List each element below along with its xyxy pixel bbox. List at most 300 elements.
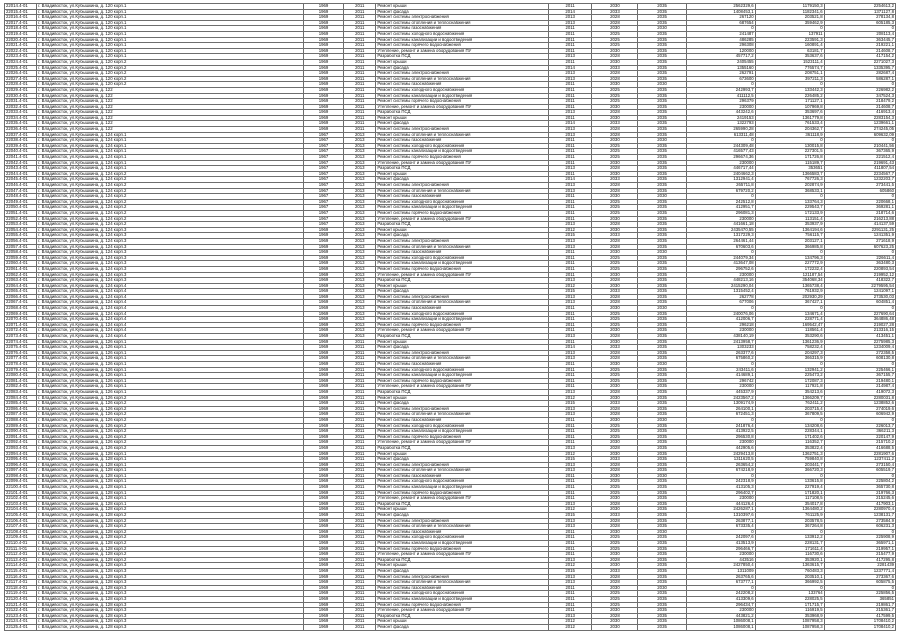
table-cell-ogrn: 2011 [344,507,376,513]
table-cell-work: Ремонт системы холодного водоснабжения [376,367,548,373]
table-cell-year_plan: 2033 [592,457,638,463]
table-cell-address: г. Владивосток, ул.Кубышкина, д. 128 корп.3 [37,563,304,569]
table-cell-address: г. Владивосток, ул.Кубышкина, д. 122 [37,99,304,105]
table-cell-cost_a: 230000 [686,272,755,278]
table-cell-cost_c: 225856,5 [824,591,895,597]
table-cell-ogrn: 2011 [344,48,376,54]
table-cell-id: 22061.4-01 [5,266,37,272]
table-cell-year_plan: 2030 [592,59,638,65]
table-cell-year_start: 2013 [548,110,592,116]
table-cell-work: Ремонт системы канализации и водоотведения [376,596,548,602]
table-cell-built: 1969 [303,490,343,496]
table-cell-id: 22038.4-01 [5,138,37,144]
table-cell-cost_b: 171611,4 [755,546,824,552]
table-cell-cost_c: 1241351,9 [824,233,895,239]
table-cell-year_plan: 2028 [592,412,638,418]
table-cell-cost_c: 0 [824,250,895,256]
table-cell-year_end: 2035 [638,490,686,496]
table-cell-address: г. Владивосток, ул.Кубышкина, д. 124 корп.3 [37,261,304,267]
table-cell-cost_c: 366211,3 [824,429,895,435]
table-cell-cost_c: 2281439 [824,563,895,569]
table-cell-address: г. Владивосток, ул.Кубышкина, д. 124 корп.1 [37,132,304,138]
table-cell-cost_a: 413513,9 [686,541,755,547]
table-cell-cost_b: 1362751,3 [755,451,824,457]
table-cell-year_end: 2035 [638,149,686,155]
table-cell-built: 1969 [303,485,343,491]
table-cell-year_end: 2035 [638,294,686,300]
table-cell-built: 1969 [303,563,343,569]
table-cell-cost_c: 274245,05 [824,127,895,133]
table-cell-year_plan: 2028 [592,20,638,26]
table-cell-ogrn: 2013 [344,149,376,155]
table-cell-cost_b: 353968,9 [755,613,824,619]
table-cell-built: 1969 [303,54,343,60]
table-cell-address: г. Владивосток, ул.Кубышкина, д. 124 корп.1 [37,143,304,149]
table-cell-address: г. Владивосток, ул.Кубышкина, д. 128 корп.2 [37,541,304,547]
table-cell-built: 1969 [303,401,343,407]
table-cell-id: 22036.4-01 [5,127,37,133]
table-cell-year_end: 2035 [638,160,686,166]
table-cell-cost_b: 203578,5 [755,518,824,524]
table-cell-year_start: 2011 [548,99,592,105]
table-cell-id: 22020.4-01 [5,37,37,43]
table-cell-year_start: 2011 [548,4,592,10]
table-cell-id: 22027.4-01 [5,76,37,82]
table-cell-year_end: 2035 [638,541,686,547]
table-cell-cost_b: 227919,4 [755,485,824,491]
table-cell-ogrn: 2011 [344,445,376,451]
table-cell-address: г. Владивосток, ул.Кубышкина, д. 124 корп.3 [37,266,304,272]
table-cell-address: г. Владивосток, ул.Кубышкина, д. 120 корп.1 [37,54,304,60]
table-cell-cost_a: 1312941,4 [686,177,755,183]
table-cell-address: г. Владивосток, ул.Кубышкина, д. 126 корп.2 [37,417,304,423]
table-cell-cost_a: 673335,4 [686,524,755,530]
table-cell-cost_c: 273150,4 [824,462,895,468]
table-cell-year_plan: 2030 [592,552,638,558]
table-cell-built: 1969 [303,99,343,105]
table-cell-year_start: 2011 [548,48,592,54]
table-cell-year_plan: 2033 [592,233,638,239]
table-cell-year_end: 2035 [638,580,686,586]
table-cell-built: 1969 [303,445,343,451]
table-cell-ogrn: 2013 [344,205,376,211]
table-cell-cost_b: 0 [755,417,824,423]
table-cell-year_end: 2035 [638,266,686,272]
table-cell-year_end: 2035 [638,389,686,395]
table-cell-year_start: 2011 [548,205,592,211]
table-cell-cost_b: 354068,34 [755,278,824,284]
table-cell-cost_c: 220893,54 [824,266,895,272]
table-cell-year_plan: 2030 [592,171,638,177]
table-cell-cost_c: 215361,7 [824,608,895,614]
table-cell-cost_b: 760483,3 [755,568,824,574]
table-cell-id: 22111.4-01 [5,546,37,552]
table-cell-work: Ремонт системы холодного водоснабжения [376,311,548,317]
table-cell-work: Ремонт крыши [376,563,548,569]
table-cell-id: 22058.4-01 [5,250,37,256]
table-cell-id: 22024.4-01 [5,59,37,65]
table-cell-work: Ремонт системы электроснабжения [376,238,548,244]
table-cell-built: 1969 [303,272,343,278]
table-cell-year_plan: 2030 [592,451,638,457]
table-cell-cost_b: 353920,1 [755,557,824,563]
table-cell-id: 22055.4-01 [5,233,37,239]
table-cell-year_start: 2012 [548,507,592,513]
table-cell-address: г. Владивосток, ул.Кубышкина, д. 128 корп.1 [37,485,304,491]
table-cell-cost_c: 605519,7 [824,468,895,474]
table-cell-cost_b: 0 [755,585,824,591]
table-cell-cost_a: 413647,08 [686,261,755,267]
table-cell-cost_c: 226611,4 [824,255,895,261]
table-cell-year_end: 2035 [638,401,686,407]
table-cell-built: 1969 [303,362,343,368]
table-cell-work: Ремонт фасада [376,624,548,630]
table-cell-year_end: 2035 [638,227,686,233]
table-cell-work: Ремонт системы отопления и теплоснабжения [376,132,548,138]
table-cell-ogrn: 2011 [344,82,376,88]
table-cell-built: 1969 [303,31,343,37]
table-cell-year_plan: 2030 [592,272,638,278]
table-cell-id: 22120.4-01 [5,596,37,602]
table-cell-cost_b: 397211,3 [755,76,824,82]
table-cell-year_end: 2035 [638,334,686,340]
table-cell-year_plan: 2025 [592,205,638,211]
table-cell-built: 1969 [303,339,343,345]
table-cell-year_end: 2035 [638,462,686,468]
table-cell-cost_c: 219766,3 [824,490,895,496]
table-cell-work: Ремонт фасада [376,345,548,351]
table-cell-year_plan: 2025 [592,87,638,93]
table-cell-built: 1969 [303,602,343,608]
table-cell-cost_a: 1310397,6 [686,513,755,519]
table-cell-id: 22044.4-01 [5,171,37,177]
table-cell-address: г. Владивосток, ул.Кубышкина, д. 126 корп.1 [37,384,304,390]
table-cell-cost_a: 230000 [686,216,755,222]
table-cell-id: 22090.4-01 [5,429,37,435]
table-cell-year_plan: 2033 [592,9,638,15]
table-cell-id: 22102.4-01 [5,496,37,502]
table-cell-address: г. Владивосток, ул.Кубышкина, д. 126 корп.1 [37,367,304,373]
table-cell-ogrn: 2011 [344,568,376,574]
table-cell-id: 22125.4-01 [5,624,37,630]
table-cell-address: г. Владивосток, ул.Кубышкина, д. 120 корп.2 [37,65,304,71]
table-cell-id: 22049.4-01 [5,199,37,205]
table-cell-cost_b: 133764 [755,591,824,597]
table-cell-id: 22123.4-01 [5,613,37,619]
table-cell-cost_a: 2435470,55 [686,227,755,233]
table-cell-year_start: 2011 [548,255,592,261]
table-cell-ogrn: 2013 [344,183,376,189]
table-cell-cost_b: 359462,9 [755,20,824,26]
table-cell-year_start: 2011 [548,82,592,88]
table-cell-cost_b: 0 [755,473,824,479]
table-cell-cost_a: 262791 [686,71,755,77]
table-cell-work: Утепление, ремонт и замена оборудования ПУ [376,608,548,614]
table-cell-ogrn: 2011 [344,4,376,10]
table-cell-work: Ремонт системы канализации и водоотведения [376,93,548,99]
table-cell-work: Ремонт системы электроснабжения [376,574,548,580]
table-cell-cost_b: 134796,3 [755,255,824,261]
table-cell-cost_c: 273367,6 [824,574,895,580]
table-cell-address: г. Владивосток, ул.Кубышкина, д. 120 корп.2 [37,76,304,82]
table-cell-work: Ремонт системы электроснабжения [376,71,548,77]
table-cell-year_end: 2035 [638,317,686,323]
table-cell-cost_c: 226013,7 [824,423,895,429]
table-cell-year_start: 2011 [548,210,592,216]
table-cell-cost_b: 367264,8 [755,524,824,530]
table-cell-built: 1969 [303,591,343,597]
table-cell-work: Утепление, ремонт и замена оборудования ПУ [376,160,548,166]
table-cell-cost_c: 214987,4 [824,384,895,390]
table-cell-work: Ремонт системы газоснабжения [376,194,548,200]
table-cell-cost_c: 2254613,2 [824,4,895,10]
table-cell-year_start: 2014 [548,121,592,127]
table-cell-address: г. Владивосток, ул.Кубышкина, д. 124 корп.3 [37,272,304,278]
table-cell-ogrn: 2013 [344,194,376,200]
table-cell-cost_b: 0 [755,26,824,32]
table-cell-ogrn: 2013 [344,328,376,334]
table-cell-cost_b: 171127,1 [755,99,824,105]
table-cell-built: 1969 [303,59,343,65]
table-cell-year_plan: 2030 [592,585,638,591]
table-cell-built: 1969 [303,266,343,272]
table-cell-year_end: 2035 [638,513,686,519]
table-cell-year_end: 2035 [638,507,686,513]
table-cell-cost_c: 273584,9 [824,518,895,524]
table-cell-cost_b: 353697,6 [755,110,824,116]
table-cell-built: 1969 [303,541,343,547]
table-cell-address: г. Владивосток, ул.Кубышкина, д. 124 корп.4 [37,317,304,323]
table-cell-address: г. Владивосток, ул.Кубышкина, д. 124 корп.3 [37,238,304,244]
table-cell-ogrn: 2011 [344,541,376,547]
table-cell-cost_c: 216213,88 [824,216,895,222]
table-cell-built: 1969 [303,334,343,340]
table-cell-year_plan: 2025 [592,591,638,597]
table-cell-cost_b: 121187,54 [755,272,824,278]
table-cell-cost_b: 171726,8 [755,155,824,161]
table-cell-cost_a: 1311620,5 [686,457,755,463]
table-cell-year_start: 2014 [548,177,592,183]
table-cell-ogrn: 2013 [344,278,376,284]
table-cell-built: 1969 [303,350,343,356]
table-cell-year_start: 2014 [548,65,592,71]
table-cell-address: г. Владивосток, ул.Кубышкина, д. 128 корп.1 [37,451,304,457]
table-cell-cost_c: 363480,3 [824,261,895,267]
table-cell-work: Ремонт системы горячего водоснабжения [376,43,548,49]
table-cell-ogrn: 2011 [344,513,376,519]
table-cell-cost_a: 241876,4 [686,423,755,429]
table-cell-id: 22071.4-01 [5,322,37,328]
table-cell-cost_b: 115189,7 [755,160,824,166]
table-cell-ogrn: 2013 [344,177,376,183]
table-cell-cost_b: 133615,8 [755,479,824,485]
table-cell-cost_a: 230000 [686,384,755,390]
table-cell-address: г. Владивосток, ул.Кубышкина, д. 124 корп.2 [37,177,304,183]
table-cell-cost_c: 411807,54 [824,166,895,172]
table-cell-year_start: 2011 [548,529,592,535]
table-cell-year_start: 2011 [548,485,592,491]
table-cell-cost_b: 133442,3 [755,87,824,93]
table-cell-address: г. Владивосток, ул.Кубышкина, д. 124 корп.4 [37,283,304,289]
table-cell-ogrn: 2013 [344,166,376,172]
table-cell-cost_c: 416913,4 [824,110,895,116]
table-cell-address: г. Владивосток, ул.Кубышкина, д. 122 [37,127,304,133]
table-cell-id: 22017.4-01 [5,20,37,26]
table-cell-cost_b: 1523111,4 [755,59,824,65]
table-cell-cost_c: 225804,2 [824,479,895,485]
table-cell-id: 22070.4-01 [5,317,37,323]
table-cell-year_plan: 2028 [592,71,638,77]
table-cell-year_start: 2011 [548,87,592,93]
table-cell-ogrn: 2011 [344,104,376,110]
table-cell-cost_a: 264100,1 [686,406,755,412]
table-cell-cost_b: 367427,1 [755,300,824,306]
table-cell-year_start: 2012 [548,624,592,630]
table-cell-cost_b: 0 [755,250,824,256]
table-cell-year_plan: 2025 [592,373,638,379]
table-cell-cost_a: 1315452,4 [686,289,755,295]
table-cell-id: 22101.4-01 [5,490,37,496]
table-cell-year_plan: 2028 [592,222,638,228]
table-cell-id: 22080.4-01 [5,373,37,379]
table-cell-work: Ремонт фасада [376,233,548,239]
table-cell-id: 22054.4-01 [5,227,37,233]
table-cell-cost_c: 0 [824,473,895,479]
table-cell-id: 22114.4-01 [5,563,37,569]
table-cell-address: г. Владивосток, ул.Кубышкина, д. 124 корп.4 [37,306,304,312]
table-cell-address: г. Владивосток, ул.Кубышкина, д. 128 корп.2 [37,546,304,552]
table-cell-year_plan: 2028 [592,445,638,451]
table-cell-cost_a: 0 [686,82,755,88]
table-cell-work: Разработка ПСД [376,110,548,116]
table-cell-year_end: 2035 [638,485,686,491]
table-cell-year_start: 2012 [548,451,592,457]
table-cell-cost_a: 0 [686,473,755,479]
table-cell-work: Ремонт системы канализации и водоотведения [376,429,548,435]
table-cell-built: 1967 [303,177,343,183]
table-cell-year_plan: 2028 [592,613,638,619]
table-cell-cost_a: 230000 [686,608,755,614]
table-cell-address: г. Владивосток, ул.Кубышкина, д. 124 корп.2 [37,205,304,211]
table-cell-year_plan: 2028 [592,356,638,362]
table-cell-cost_b: 353290,6 [755,334,824,340]
table-cell-id: 22075.4-01 [5,345,37,351]
table-cell-year_start: 2013 [548,222,592,228]
table-cell-year_start: 2011 [548,311,592,317]
table-cell-ogrn: 2013 [344,300,376,306]
table-cell-year_end: 2035 [638,65,686,71]
table-cell-ogrn: 2011 [344,585,376,591]
table-cell-id: 22026.4-01 [5,71,37,77]
table-cell-cost_a: 444126,4 [686,501,755,507]
table-cell-work: Утепление, ремонт и замена оборудования ПУ [376,496,548,502]
table-cell-address: г. Владивосток, ул.Кубышкина, д. 124 корп.4 [37,334,304,340]
table-cell-cost_b: 767726,3 [755,177,824,183]
table-cell-address: г. Владивосток, ул.Кубышкина, д. 126 корп.2 [37,412,304,418]
table-cell-cost_c: 0 [824,26,895,32]
table-cell-id: 22096.4-01 [5,462,37,468]
table-cell-year_end: 2035 [638,210,686,216]
table-cell-built: 1969 [303,255,343,261]
table-cell-cost_a: 675860,2 [686,356,755,362]
table-cell-work: Ремонт крыши [376,171,548,177]
table-cell-cost_a: 673600 [686,76,755,82]
table-cell-id: 22057.4-01 [5,244,37,250]
table-cell-cost_a: 457717,2 [686,54,755,60]
table-cell-cost_a: 267120 [686,15,755,21]
table-cell-year_start: 2011 [548,104,592,110]
table-cell-year_plan: 2033 [592,65,638,71]
table-cell-year_plan: 2025 [592,485,638,491]
table-cell-work: Ремонт системы газоснабжения [376,585,548,591]
table-cell-year_start: 2011 [548,171,592,177]
table-cell-cost_a: 412951,7 [686,205,755,211]
table-cell-ogrn: 2011 [344,434,376,440]
table-cell-id: 22089.4-01 [5,423,37,429]
table-cell-built: 1969 [303,238,343,244]
table-cell-ogrn: 2011 [344,529,376,535]
table-cell-year_plan: 2025 [592,423,638,429]
table-cell-ogrn: 2011 [344,624,376,630]
table-cell-year_start: 2011 [548,160,592,166]
table-cell-year_plan: 2028 [592,278,638,284]
table-cell-ogrn: 2011 [344,619,376,625]
table-cell-address: г. Владивосток, ул.Кубышкина, д. 128 корп.2 [37,552,304,558]
table-cell-ogrn: 2013 [344,272,376,278]
table-cell-year_plan: 2030 [592,395,638,401]
table-cell-ogrn: 2013 [344,155,376,161]
table-cell-ogrn: 2011 [344,20,376,26]
table-cell-work: Утепление, ремонт и замена оборудования ПУ [376,216,548,222]
table-cell-cost_a: 242512,8 [686,199,755,205]
table-cell-year_plan: 2028 [592,183,638,189]
table-cell-work: Ремонт системы канализации и водоотведения [376,261,548,267]
table-cell-work: Ремонт системы горячего водоснабжения [376,210,548,216]
table-cell-work: Ремонт системы отопления и теплоснабжения [376,524,548,530]
table-cell-year_end: 2035 [638,563,686,569]
table-cell-ogrn: 2013 [344,222,376,228]
table-cell-address: г. Владивосток, ул.Кубышкина, д. 126 корп.2 [37,445,304,451]
table-cell-address: г. Владивосток, ул.Кубышкина, д. 128 корп.2 [37,518,304,524]
table-cell-cost_c: 2280031,8 [824,395,895,401]
table-cell-id: 22060.4-01 [5,261,37,267]
table-cell-id: 22064.4-01 [5,283,37,289]
table-cell-built: 1969 [303,585,343,591]
table-cell-ogrn: 2011 [344,608,376,614]
table-cell-id: 22081.4-01 [5,378,37,384]
table-cell-ogrn: 2011 [344,429,376,435]
table-cell-address: г. Владивосток, ул.Кубышкина, д. 124 корп.2 [37,188,304,194]
table-cell-work: Ремонт фасада [376,457,548,463]
table-cell-ogrn: 2011 [344,339,376,345]
table-cell-cost_a: 0 [686,194,755,200]
table-cell-ogrn: 2011 [344,412,376,418]
table-cell-year_start: 2011 [548,546,592,552]
table-cell-cost_c: 273530,03 [824,294,895,300]
table-cell-work: Утепление, ремонт и замена оборудования ПУ [376,440,548,446]
table-cell-id: 22116.4-01 [5,574,37,580]
table-cell-id: 22084.4-01 [5,395,37,401]
table-cell-built: 1967 [303,205,343,211]
table-cell-year_start: 2011 [548,266,592,272]
table-cell-address: г. Владивосток, ул.Кубышкина, д. 120 корп.1 [37,15,304,21]
table-cell-year_end: 2035 [638,37,686,43]
table-cell-address: г. Владивосток, ул.Кубышкина, д. 126 корп.2 [37,401,304,407]
table-cell-year_start: 2013 [548,412,592,418]
table-cell-work: Ремонт системы газоснабжения [376,529,548,535]
table-cell-built: 1969 [303,317,343,323]
table-cell-ogrn: 2011 [344,43,376,49]
